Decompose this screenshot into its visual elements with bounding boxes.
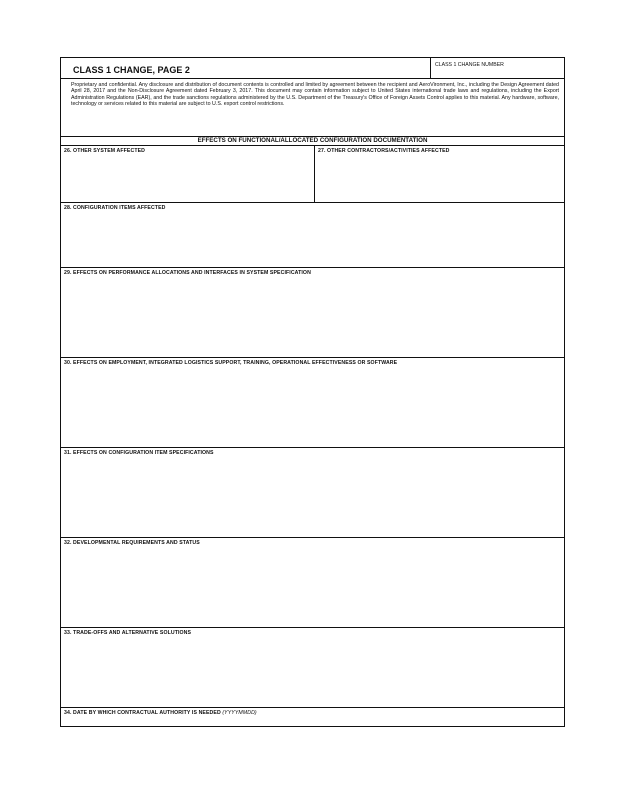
notice-text: Proprietary and confidential. Any disclosure and distribution of document contents is controlled and limited by agreement between the recipient and AeroVironment, Inc., including the Design Agreement dated April 28, 2017 and the Non-Disclosure Agreement dated February 3, 2017. This document may contain information subject to United States international trade laws and regulations, including the Export Administration Regulations (EAR), and the trade sanctions regulations administered by the U.S. Department of the Treasury's Office of Foreign Assets Control applies to this material. Any hardware, software, technology or services related to this material are subject to U.S. export control restrictions. [71, 82, 559, 108]
field-34-contractual-authority-date[interactable] [61, 708, 564, 726]
field-33-label: 33. TRADE-OFFS AND ALTERNATIVE SOLUTIONS [64, 630, 192, 636]
field-26-label: 26. OTHER SYSTEM AFFECTED [64, 148, 145, 154]
field-30-effects-on-employment[interactable] [61, 358, 564, 448]
field-27-other-contractors-affected[interactable] [315, 146, 564, 202]
field-31-label: 31. EFFECTS ON CONFIGURATION ITEM SPECIFICATIONS [64, 450, 214, 456]
section-title: EFFECTS ON FUNCTIONAL/ALLOCATED CONFIGURATION DOCUMENTATION [197, 137, 428, 144]
form-title: CLASS 1 CHANGE, PAGE 2 [73, 65, 190, 75]
field-32-developmental-requirements[interactable] [61, 538, 564, 628]
field-29-effects-on-performance[interactable] [61, 268, 564, 358]
field-34-label [64, 710, 257, 716]
section-header [61, 137, 564, 146]
field-34-date-format: (YYYYMMDD) [222, 710, 257, 716]
field-27-label: 27. OTHER CONTRACTORS/ACTIVITIES AFFECTED [318, 148, 450, 154]
change-number-label: CLASS 1 CHANGE NUMBER [435, 62, 504, 68]
field-29-label: 29. EFFECTS ON PERFORMANCE ALLOCATIONS AND INTERFACES IN SYSTEM SPECIFICATION [64, 270, 311, 276]
change-number-field[interactable] [430, 58, 504, 78]
field-28-label: 28. CONFIGURATION ITEMS AFFECTED [64, 205, 166, 211]
field-30-label: 30. EFFECTS ON EMPLOYMENT, INTEGRATED LOGISTICS SUPPORT, TRAINING, OPERATIONAL EFFECTIVENESS OR SOFTWARE [64, 360, 398, 366]
row-26-27 [61, 146, 564, 203]
field-31-effects-on-ci-specifications[interactable] [61, 448, 564, 538]
field-33-trade-offs[interactable] [61, 628, 564, 708]
class1-change-form [60, 57, 565, 727]
form-header [61, 58, 564, 79]
field-26-other-system-affected[interactable] [61, 146, 314, 202]
field-32-label: 32. DEVELOPMENTAL REQUIREMENTS AND STATUS [64, 540, 200, 546]
field-34-label-text: 34. DATE BY WHICH CONTRACTUAL AUTHORITY IS NEEDED [64, 710, 223, 716]
proprietary-notice [61, 79, 564, 137]
field-28-configuration-items-affected[interactable] [61, 203, 564, 268]
